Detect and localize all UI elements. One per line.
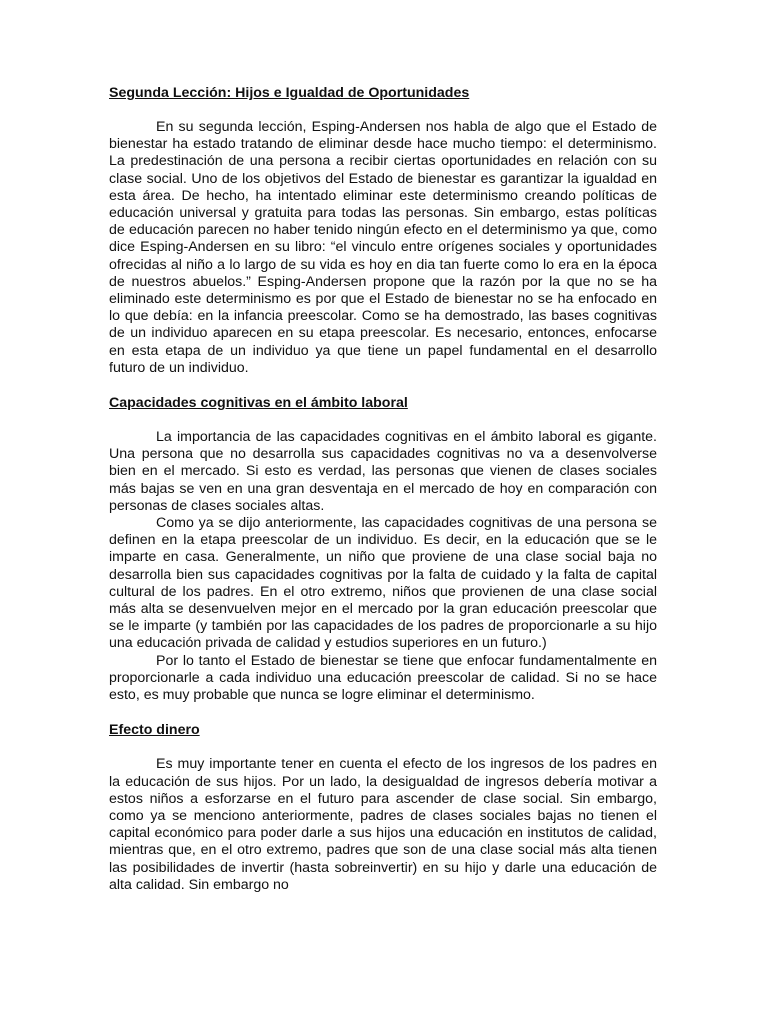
paragraph: Por lo tanto el Estado de bienestar se tiene que enfocar fundamentalmente en proporcionarle a cada individuo una educación preescolar de calidad. Si no se hace esto, es muy probable que nunca se logre eliminar el determinismo.: [109, 652, 657, 704]
paragraph: Es muy importante tener en cuenta el efecto de los ingresos de los padres en la educación de sus hijos. Por un lado, la desigualdad de ingresos debería motivar a estos niños a esforzarse en el futuro para ascender de clase social. Sin embargo, como ya se menciono anteriormente, padres de clases sociales bajas no tienen el capital económico para poder darle a sus hijos una educación en institutos de calidad, mientras que, en el otro extremo, padres que son de una clase social más alta tienen las posibilidades de invertir (hasta sobreinvertir) en su hijo y darle una educación de alta calidad. Sin embargo no: [109, 756, 657, 893]
section-title-capacidades-cognitivas: Capacidades cognitivas en el ámbito laboral: [109, 395, 408, 412]
paragraph: En su segunda lección, Esping-Andersen nos habla de algo que el Estado de bienestar ha estado tratando de eliminar desde hace mucho tiempo: el determinismo. La predestinación de una persona a recibir ciertas oportunidades en relación con su clase social. Uno de los objetivos del Estado de bienestar es garantizar la igualdad en esta área. De hecho, ha intentado eliminar este determinismo creando políticas de educación universal y gratuita para todas las personas. Sin embargo, estas políticas de educación parecen no haber tenido ningún efecto en el determinismo ya que, como dice Esping-Andersen en su libro: “el vinculo entre orígenes sociales y oportunidades ofrecidas al niño a lo largo de su vida es hoy en dia tan fuerte como lo era en la época de nuestros abuelos.” Esping-Andersen propone que la razón por la que no se ha eliminado este determinismo es por que el Estado de bienestar no se ha enfocado en lo que debía: en la infancia preescolar. Como se ha demostrado, las bases cognitivas de un individuo aparecen en su etapa preescolar. Es necesario, entonces, enfocarse en esta etapa de un individuo ya que tiene un papel fundamental en el desarrollo futuro de un individuo.: [109, 119, 657, 376]
section-title-efecto-dinero: Efecto dinero: [109, 722, 200, 739]
document-page: [109, 84, 657, 894]
paragraph: La importancia de las capacidades cognitivas en el ámbito laboral es gigante. Una persona que no desarrolla sus capacidades cognitivas no va a desenvolverse bien en el mercado. Si esto es verdad, las personas que vienen de clases sociales más bajas se ven en una gran desventaja en el mercado de hoy en comparación con personas de clases sociales altas.: [109, 429, 657, 514]
section-title-segunda-leccion: Segunda Lección: Hijos e Igualdad de Oportunidades: [109, 85, 470, 101]
paragraph: Como ya se dijo anteriormente, las capacidades cognitivas de una persona se definen en la etapa preescolar de un individuo. Es decir, en la educación que se le imparte en casa. Generalmente, un niño que proviene de una clase social baja no desarrolla bien sus capacidades cognitivas por la falta de cuidado y la falta de capital cultural de los padres. En el otro extremo, niños que provienen de una clase social más alta se desenvuelven mejor en el mercado por la gran educación preescolar que se le imparte (y también por las capacidades de los padres de proporcionarle a su hijo una educación privada de calidad y estudios superiores en un futuro.): [109, 515, 657, 652]
